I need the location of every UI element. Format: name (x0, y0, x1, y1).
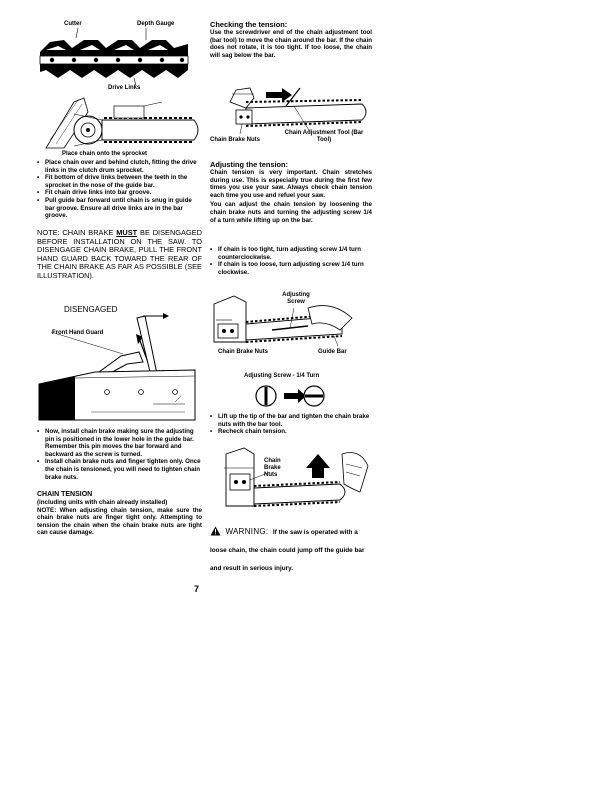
lift-bar-illustration (220, 444, 372, 516)
fig6-chain-brake-nuts-label: Chain Brake Nuts (264, 458, 281, 478)
warning-text: If the saw is operated with a loose chain, the chain could jump off the guide bar and result in serious injury. (210, 529, 365, 572)
list-item: • Lift up the tip of the bar and tighten the chain brake nuts with the bar tool. (210, 413, 372, 428)
install-brake-steps (37, 428, 202, 481)
disengaged-label: DISENGAGED (64, 305, 118, 314)
list-item: • If chain is too tight, turn adjusting screw 1/4 turn counterclockwise. (210, 246, 372, 261)
chain-tension-subheading: (including units with chain already installed) (37, 499, 168, 506)
note-must: MUST (116, 228, 138, 237)
list-item: • Place chain over and behind clutch, fitting the drive links in the clutch drum sprocket. (37, 159, 202, 174)
tension-check-illustration (226, 82, 370, 134)
screw-turn-illustration (254, 383, 326, 409)
chain-brake-note (37, 229, 202, 281)
warning-block (210, 521, 372, 575)
chain-tension-section (37, 491, 202, 537)
adjusting-heading: Adjusting the tension: (210, 160, 289, 169)
front-hand-guard-label: Front Hand Guard (52, 330, 104, 336)
note-prefix: NOTE: CHAIN BRAKE (37, 228, 117, 237)
checking-text: Use the screwdriver end of the chain adjustment tool (bar tool) to move the chain around the bar. If the chain does not rotate, it is too tight. If too loose, the chain will sag below the bar. (210, 29, 372, 59)
guide-bar-label: Guide Bar (318, 349, 347, 355)
warning-label: WARNING: (225, 527, 269, 536)
cutter-label: Cutter (64, 21, 82, 27)
list-item: • Now, install chain brake making sure the adjusting pin is positioned in the lower hole in the guide bar. Remember this pin moves the bar forward and backward as the screw is turned. (37, 428, 202, 458)
adjusting-text-2: You can adjust the chain tension by loosening the chain brake nuts and turning the adjusting screw 1/4 of a turn while lifting up on the bar. (210, 201, 372, 224)
sprocket-illustration (44, 94, 204, 150)
chain-brake-nuts-label: Chain Brake Nuts (210, 137, 261, 143)
quarter-turn-caption: Adjusting Screw - 1/4 Turn (244, 373, 320, 379)
chain-tension-heading: CHAIN TENSION (37, 491, 93, 498)
list-item: • Install chain brake nuts and finger tighten only. Once the chain is tensioned, you will need to tighten chain brake nuts. (37, 458, 202, 481)
tighten-steps (210, 413, 372, 436)
list-item: • Fit bottom of drive links between the teeth in the sprocket in the nose of the guide bar. (37, 174, 202, 189)
adjusting-text-1: Chain tension is very important. Chain stretches during use. This is especially true during the first few times you use your saw. Always check chain tension each time you use and refuel your saw. (210, 169, 372, 199)
sprocket-caption: Place chain onto the sprocket (62, 151, 148, 157)
adjust-direction-steps (210, 246, 372, 276)
note-rest: BE DISENGAGED BEFORE INSTALLATION ON THE SAW. TO DISENGAGE CHAIN BRAKE, PULL THE FRONT HAND GUARD BACK TOWARD THE REAR OF THE CHAIN BRAKE AS FAR AS POSSIBLE (SEE ILLUSTRATION). (37, 228, 203, 280)
list-item: • Fit chain drive links into bar groove. (37, 189, 202, 197)
warning-triangle-icon (210, 526, 221, 536)
adjusting-tension-section (210, 160, 372, 224)
list-item: • Pull guide bar forward until chain is snug in guide bar groove. Ensure all drive links are in the bar groove. (37, 197, 202, 220)
page-number: 7 (194, 584, 200, 594)
drive-links-label: Drive Links (108, 85, 141, 91)
depth-gauge-label: Depth Gauge (137, 21, 175, 27)
install-chain-steps (37, 159, 202, 220)
list-item: • If chain is too loose, turn adjusting screw 1/4 turn clockwise. (210, 261, 372, 276)
checking-tension-section (210, 20, 372, 59)
chain-adjustment-tool-label: Chain Adjustment Tool (Bar Tool) (284, 130, 364, 143)
chain-links-illustration (38, 28, 190, 86)
adjusting-screw-label: Adjusting Screw (282, 292, 310, 305)
adjusting-screw-illustration (212, 290, 372, 348)
fig4-chain-brake-nuts-label: Chain Brake Nuts (218, 349, 269, 355)
chain-brake-illustration (35, 312, 205, 424)
checking-heading: Checking the tension: (210, 20, 288, 29)
list-item: • Recheck chain tension. (210, 428, 372, 436)
chain-tension-note: NOTE: When adjusting chain tension, make sure the chain brake nuts are finger tight only. Attempting to tension the chain when the chain brake nuts are tight can cause damage. (37, 506, 202, 537)
